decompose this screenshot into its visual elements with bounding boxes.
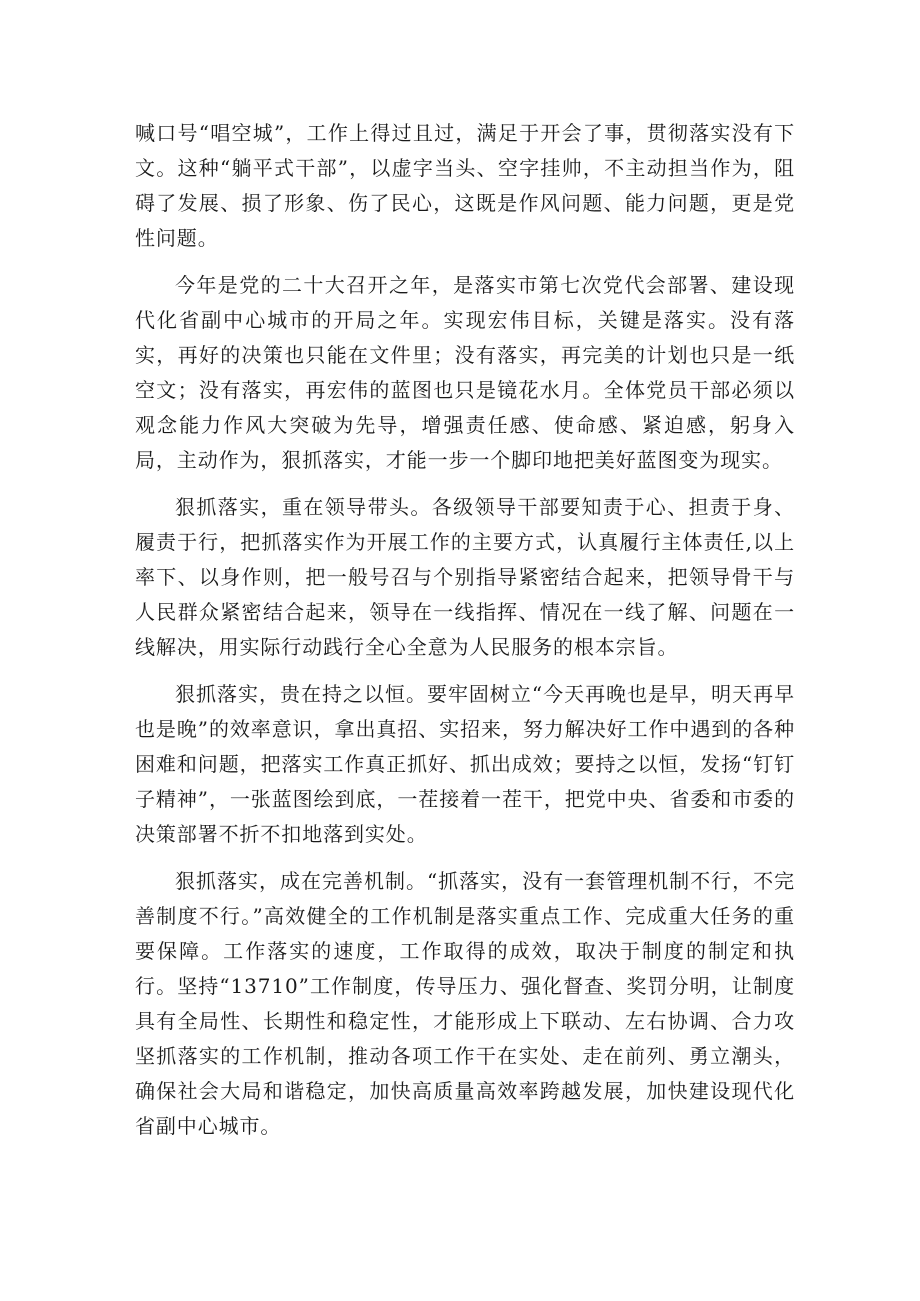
paragraph-2: 今年是党的二十大召开之年，是落实市第七次党代会部署、建设现代化省副中心城市的开局之年。实现宏伟目标，关键是落实。没有落实，再好的决策也只能在文件里；没有落实，再完美的计划也只是一纸空文；没有落实，再宏伟的蓝图也只是镜花水月。全体党员干部必须以观念能力作风大突破为先导，增强责任感、使命感、紧迫感，躬身入局，主动作为，狠抓落实，才能一步一个脚印地把美好蓝图变为现实。 bbox=[135, 273, 795, 472]
paragraph-4: 狠抓落实，贵在持之以恒。要牢固树立“今天再晚也是早，明天再早也是晚”的效率意识，拿出真招、实招来，努力解决好工作中遇到的各种困难和问题，把落实工作真正抓好、抓出成效；要持之以恒，发扬“钉钉子精神”，一张蓝图绘到底，一茬接着一茬干，把党中央、省委和市委的决策部署不折不扣地落到实处。 bbox=[135, 682, 795, 846]
document-body bbox=[135, 116, 795, 1156]
paragraph-3: 狠抓落实，重在领导带头。各级领导干部要知责于心、担责于身、履责于行，把抓落实作为开展工作的主要方式，认真履行主体责任,以上率下、以身作则，把一般号召与个别指导紧密结合起来，把领导骨干与人民群众紧密结合起来，领导在一线指挥、情况在一线了解、问题在一线解决，用实际行动践行全心全意为人民服务的根本宗旨。 bbox=[135, 495, 795, 659]
paragraph-5: 狠抓落实，成在完善机制。“抓落实，没有一套管理机制不行，不完善制度不行。”高效健全的工作机制是落实重点工作、完成重大任务的重要保障。工作落实的速度，工作取得的成效，取决于制度的制定和执行。坚持“13710”工作制度，传导压力、强化督查、奖罚分明，让制度具有全局性、长期性和稳定性，才能形成上下联动、左右协调、合力攻坚抓落实的工作机制，推动各项工作干在实处、走在前列、勇立潮头，确保社会大局和谐稳定，加快高质量高效率跨越发展，加快建设现代化省副中心城市。 bbox=[135, 869, 795, 1138]
paragraph-1: 喊口号“唱空城”，工作上得过且过，满足于开会了事，贯彻落实没有下文。这种“躺平式干部”，以虚字当头、空字挂帅，不主动担当作为，阻碍了发展、损了形象、伤了民心，这既是作风问题、能力问题，更是党性问题。 bbox=[135, 121, 795, 250]
